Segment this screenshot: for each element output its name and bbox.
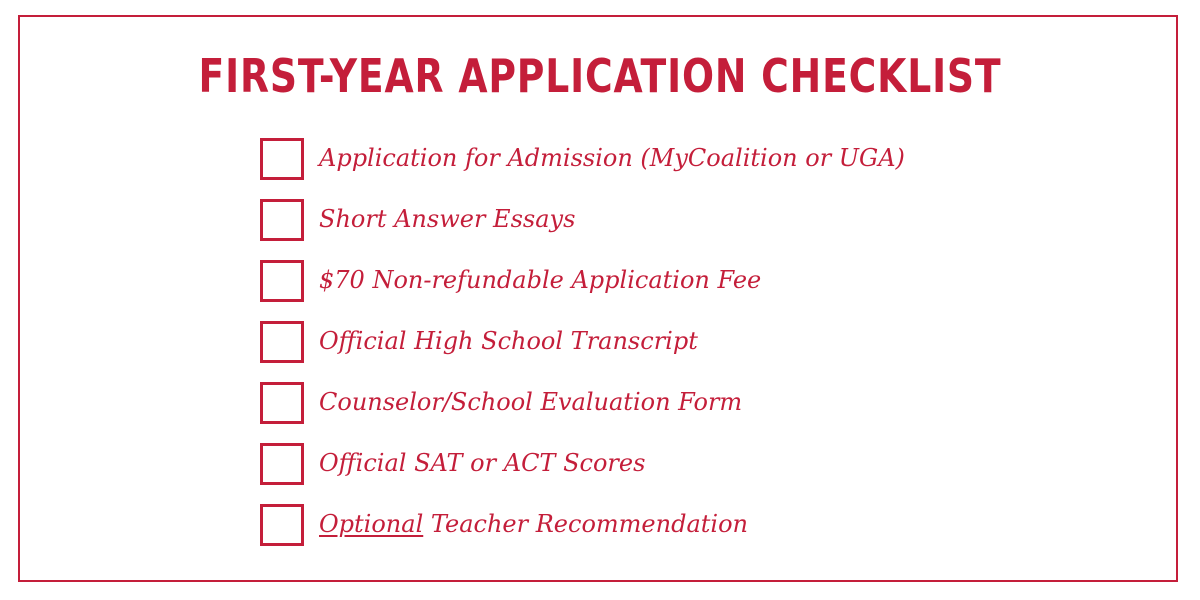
checklist-label: Official SAT or ACT Scores [319, 449, 646, 477]
checklist-label: Counselor/School Evaluation Form [319, 388, 743, 416]
checklist-item-fee [260, 260, 1160, 321]
checkbox-test-scores[interactable] [260, 443, 304, 485]
checklist-item-recommendation [260, 504, 1160, 565]
checkbox-counselor-form[interactable] [260, 382, 304, 424]
checklist-item-application [260, 138, 1160, 199]
checklist-label: Short Answer Essays [319, 205, 576, 233]
checklist-item-transcript [260, 321, 1160, 382]
checklist-item-test-scores [260, 443, 1160, 504]
optional-label: Optional [319, 510, 424, 538]
recommendation-label: Teacher Recommendation [423, 510, 748, 538]
checklist-label [319, 508, 748, 540]
checkbox-essays[interactable] [260, 199, 304, 241]
application-checklist [260, 138, 1160, 565]
checkbox-application[interactable] [260, 138, 304, 180]
checklist-item-counselor-form [260, 382, 1160, 443]
checklist-label: Official High School Transcript [319, 327, 698, 355]
checklist-item-essays [260, 199, 1160, 260]
page-title: FIRST-YEAR APPLICATION CHECKLIST [198, 49, 1002, 103]
checkbox-fee[interactable] [260, 260, 304, 302]
checklist-label: Application for Admission (MyCoalition or UGA) [319, 144, 905, 172]
checkbox-transcript[interactable] [260, 321, 304, 363]
checkbox-recommendation[interactable] [260, 504, 304, 546]
checklist-label: $70 Non-refundable Application Fee [319, 266, 762, 294]
